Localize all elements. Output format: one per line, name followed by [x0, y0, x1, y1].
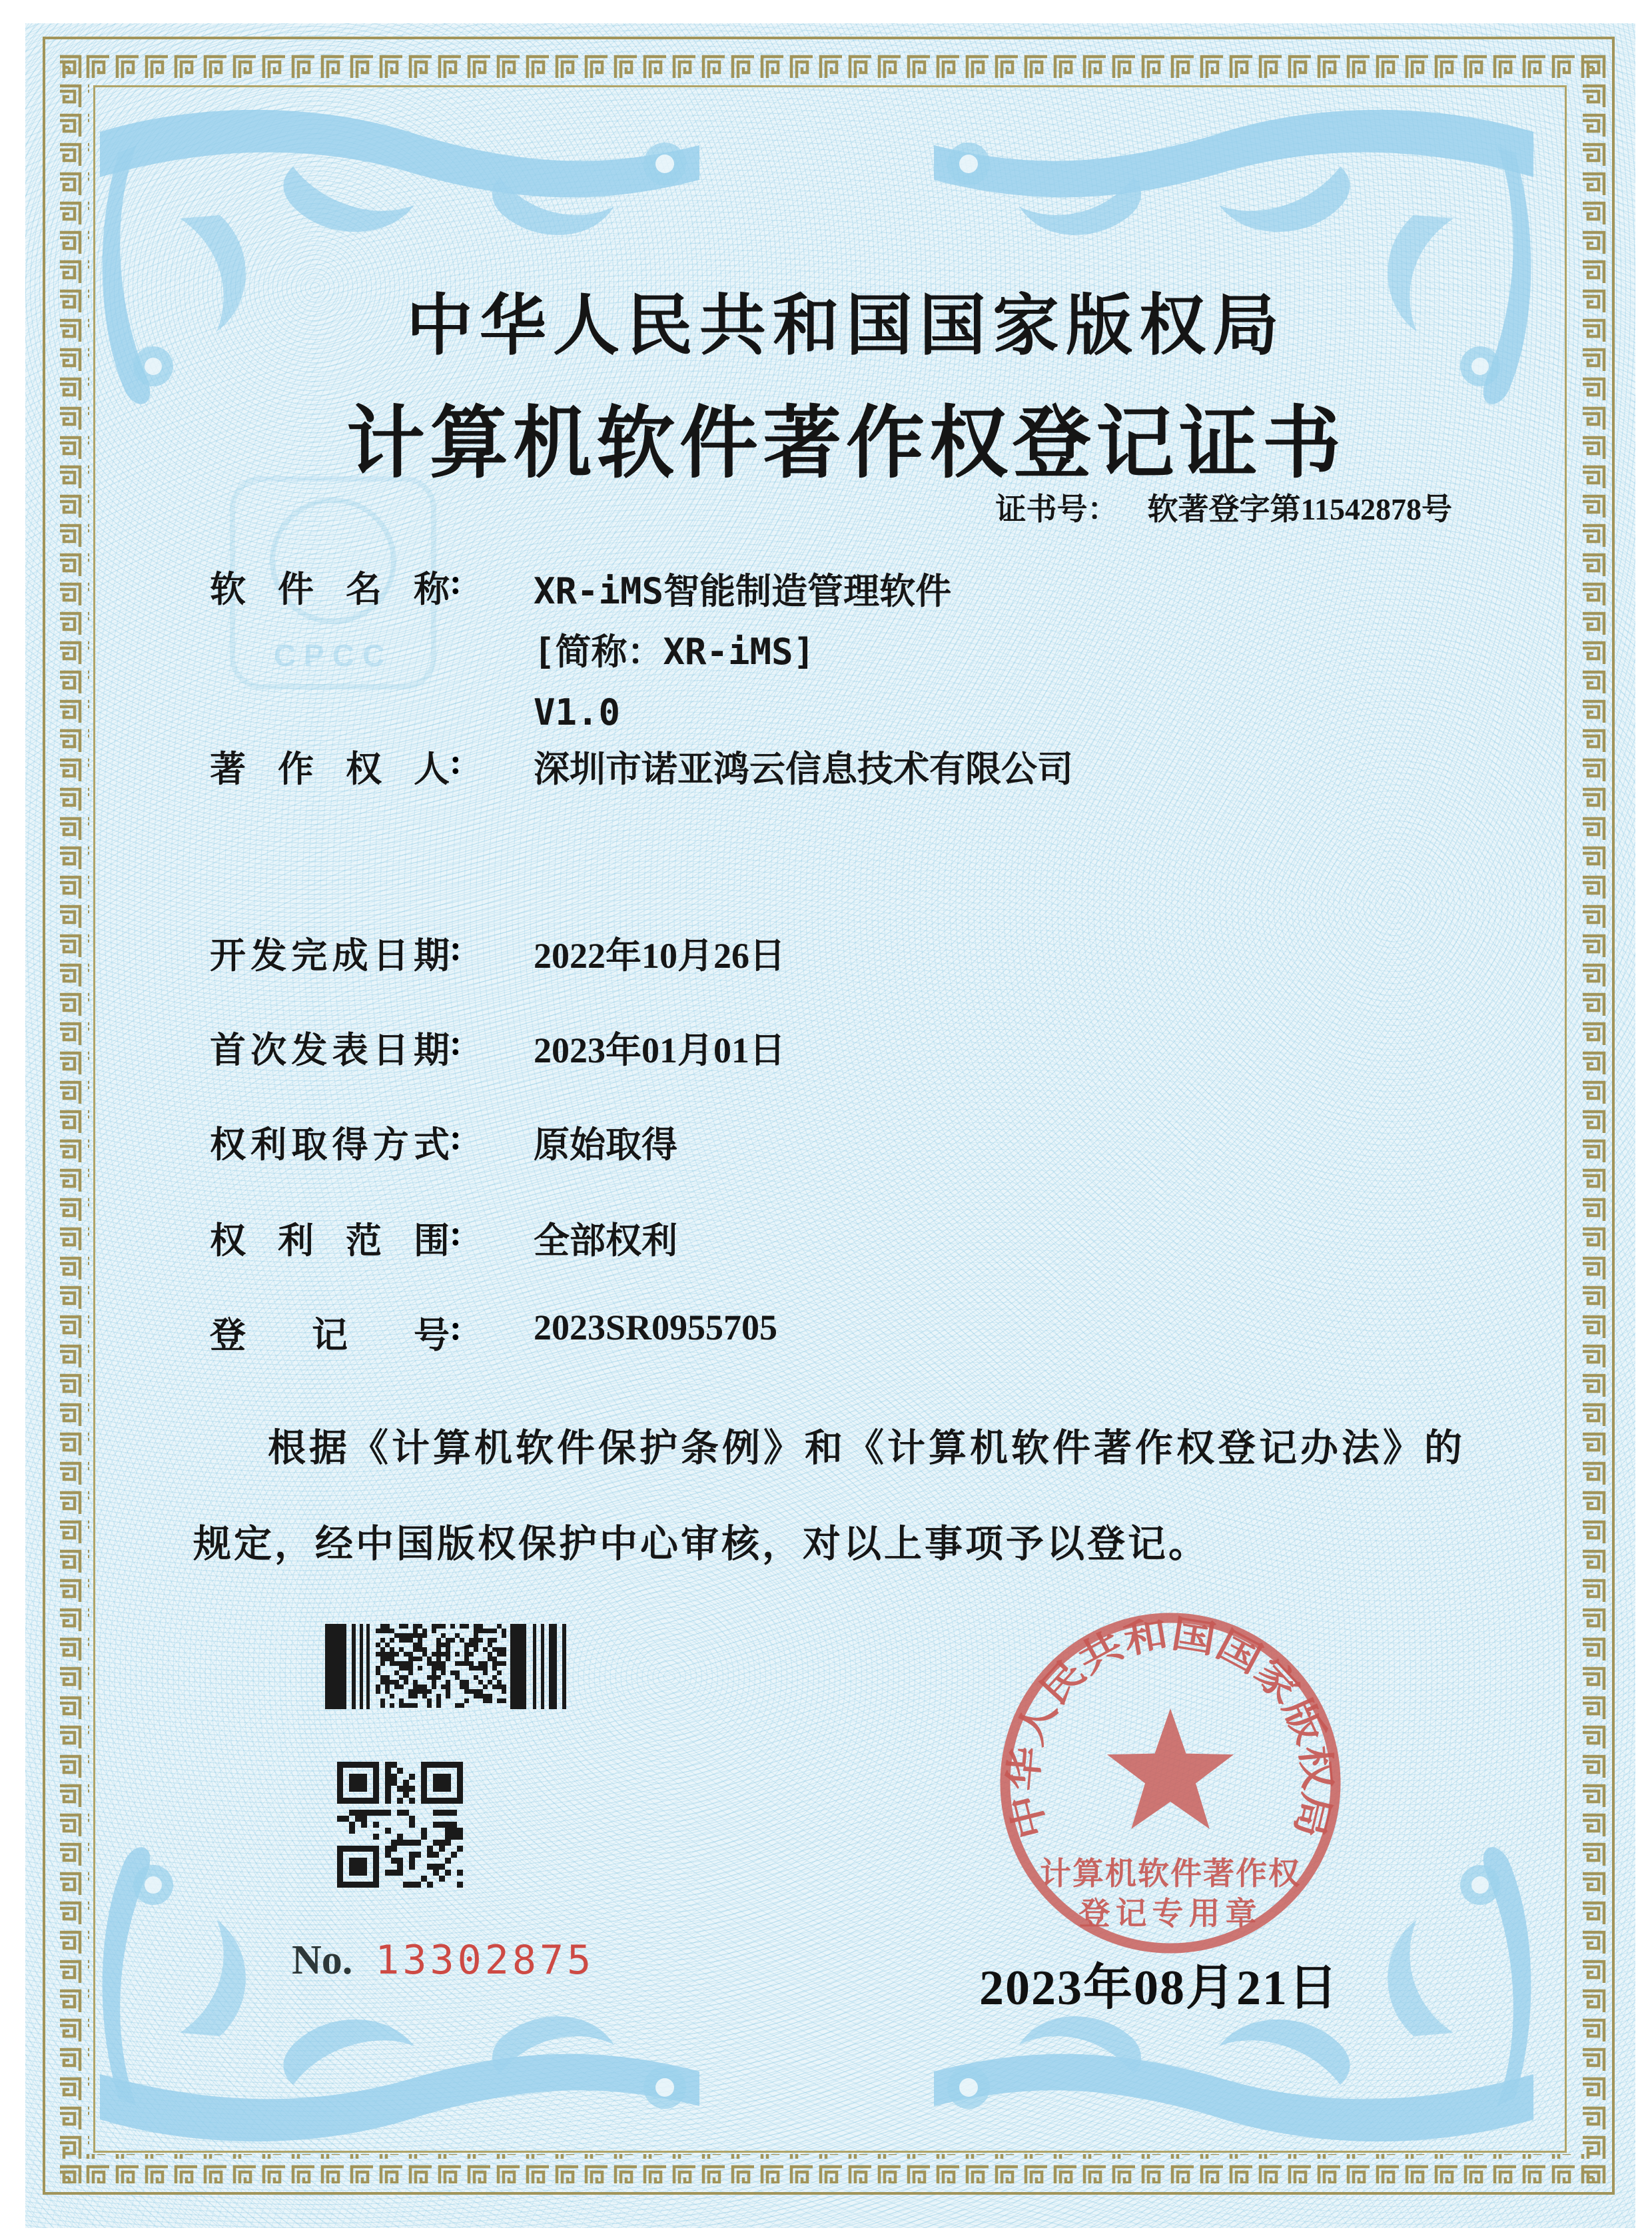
field-row-software-name — [210, 561, 951, 743]
certificate-title: 计算机软件著作权登记证书 — [346, 400, 1346, 488]
field-colon: : — [450, 741, 462, 781]
field-row-copyright-owner — [210, 741, 1073, 792]
field-label: 权利范围 — [210, 1221, 450, 1261]
field-label: 首次发表日期 — [210, 1030, 450, 1070]
seal-ring-text: 中华人民共和国国家版权局 — [1003, 1613, 1338, 1843]
seal-inner-text-2: 登记专用章 — [1078, 1897, 1262, 1932]
field-row-rights-acquisition — [210, 1116, 677, 1168]
field-value: 2023年01月01日 — [534, 1030, 785, 1070]
certificate-number-line — [996, 485, 1452, 529]
issuing-authority-title: 中华人民共和国国家版权局 — [406, 289, 1286, 363]
statement-line-1: 根据《计算机软件保护条例》和《计算机软件著作权登记办法》的 — [268, 1427, 1462, 1469]
field-colon: : — [450, 1022, 462, 1062]
statement-line-2: 规定，经中国版权保护中心审核，对以上事项予以登记。 — [193, 1523, 1209, 1565]
field-colon: : — [450, 1117, 462, 1157]
field-label: 权利取得方式 — [210, 1125, 450, 1165]
field-colon: : — [450, 1213, 462, 1253]
certificate-number-value: 软著登字第11542878号 — [1147, 492, 1452, 526]
issue-date: 2023年08月21日 — [979, 1961, 1339, 2016]
field-colon: : — [450, 1307, 462, 1347]
field-value: 2023SR0955705 — [534, 1307, 778, 1347]
certificate-number-label: 证书号： — [995, 492, 1118, 526]
field-value: 原始取得 — [534, 1125, 677, 1165]
software-name-line: XR-iMS智能制造管理软件 — [534, 570, 952, 612]
official-seal — [984, 1597, 1357, 1970]
qr-code — [337, 1762, 463, 1888]
field-colon: : — [450, 561, 462, 601]
field-row-dev-complete-date — [210, 927, 785, 978]
seal-inner-text-1: 计算机软件著作权 — [1040, 1857, 1301, 1892]
cpcc-watermark-text: CPCC — [273, 638, 393, 673]
field-label: 著作权人 — [210, 749, 450, 789]
field-value: 2022年10月26日 — [534, 936, 785, 976]
field-row-registration-number — [210, 1307, 777, 1358]
field-row-first-publish-date — [210, 1022, 785, 1073]
software-version-line: V1.0 — [534, 691, 621, 733]
field-label: 登记号 — [210, 1315, 450, 1355]
serial-number-value: 13302875 — [375, 1937, 595, 1984]
field-label: 开发完成日期 — [210, 936, 450, 976]
field-row-rights-scope — [210, 1212, 677, 1264]
software-shortname-line: [简称：XR-iMS] — [534, 631, 815, 673]
serial-number-line — [292, 1937, 594, 1984]
field-label: 软件名称 — [210, 569, 450, 609]
field-value: 深圳市诺亚鸿云信息技术有限公司 — [534, 749, 1073, 789]
seal-star — [1107, 1708, 1234, 1829]
field-value — [534, 561, 951, 743]
field-value: 全部权利 — [534, 1221, 677, 1261]
field-colon: : — [450, 928, 462, 968]
barcode — [325, 1624, 570, 1709]
serial-number-label: No. — [292, 1938, 353, 1983]
